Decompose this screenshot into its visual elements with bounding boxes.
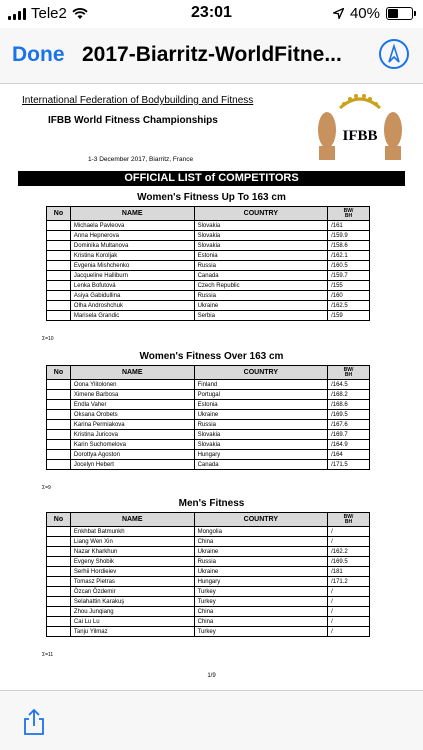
cell-no [47, 567, 71, 577]
cell-no [47, 390, 71, 400]
cell-name: Michaela Pavleova [70, 221, 194, 231]
cell-country: Slovakia [194, 231, 328, 241]
cell-name: Ximene Barbosa [70, 390, 194, 400]
cell-bw-bh: /168.6 [328, 400, 370, 410]
share-icon[interactable] [20, 708, 48, 736]
cell-name: Jocelyn Hebert [70, 460, 194, 470]
cell-bw-bh: /158.6 [328, 241, 370, 251]
table-row [47, 627, 370, 637]
cell-no [47, 527, 71, 537]
ifbb-logo-text: IFBB [342, 128, 378, 144]
competitors-table-women-over-163 [46, 365, 370, 470]
header-country: COUNTRY [194, 513, 327, 527]
battery-percent: 40% [349, 5, 380, 22]
table-row [47, 430, 370, 440]
header-bw-bh: BW/ BH [328, 366, 370, 380]
cell-no [47, 537, 71, 547]
header-bw-bh: BW/ BH [328, 207, 370, 221]
header-country: COUNTRY [194, 207, 328, 221]
cell-no [47, 231, 71, 241]
cell-no [47, 587, 71, 597]
official-list-banner: OFFICIAL LIST of COMPETITORS [18, 171, 405, 186]
table-row [47, 577, 370, 587]
cell-bw-bh: /155 [328, 281, 370, 291]
cell-country: Czech Republic [194, 281, 328, 291]
cell-country: Ukraine [194, 410, 327, 420]
table-row [47, 311, 370, 321]
cell-bw-bh: / [328, 587, 370, 597]
header-no: No [47, 366, 71, 380]
table-row [47, 301, 370, 311]
cell-no [47, 547, 71, 557]
cell-name: Enkhbat Batmunkh [70, 527, 194, 537]
table-row [47, 557, 370, 567]
cell-no [47, 301, 71, 311]
cell-country: Estonia [194, 400, 327, 410]
cell-country: Turkey [194, 597, 327, 607]
clock: 23:01 [191, 4, 232, 21]
cell-no [47, 291, 71, 301]
cell-name: Zhou Junqiang [70, 607, 194, 617]
event-date: 1-3 December 2017, Biarritz, France [88, 156, 194, 163]
cell-no [47, 577, 71, 587]
cell-bw-bh: /161 [328, 221, 370, 231]
table-row [47, 537, 370, 547]
section-title-women-up-to-163: Women's Fitness Up To 163 cm [137, 192, 286, 203]
table-row [47, 440, 370, 450]
cell-country: China [194, 617, 327, 627]
cell-name: Lenka Bofutová [70, 281, 194, 291]
page-number: 1/9 [207, 673, 216, 679]
championship-heading: IFBB World Fitness Championships [48, 115, 218, 126]
cell-country: Russia [194, 557, 327, 567]
table-row [47, 450, 370, 460]
cell-bw-bh: /164.9 [328, 440, 370, 450]
table-row [47, 547, 370, 557]
count-women-over-163: Σ=9 [42, 485, 51, 491]
cell-name: Dorottya Agoston [70, 450, 194, 460]
header-no: No [47, 207, 71, 221]
cell-no [47, 251, 71, 261]
table-row [47, 231, 370, 241]
cell-name: Evgeny Shobik [70, 557, 194, 567]
cell-name: Tomasz Pietras [70, 577, 194, 587]
cell-bw-bh: / [328, 527, 370, 537]
cell-country: Ukraine [194, 301, 328, 311]
header-no: No [47, 513, 71, 527]
cell-bw-bh: /160.5 [328, 261, 370, 271]
status-bar [0, 0, 423, 28]
cell-bw-bh: / [328, 607, 370, 617]
cell-country: Russia [194, 291, 328, 301]
table-row [47, 291, 370, 301]
cell-country: China [194, 607, 327, 617]
table-row [47, 607, 370, 617]
cell-name: Tanju Yilmaz [70, 627, 194, 637]
table-row [47, 400, 370, 410]
cell-bw-bh: /169.5 [328, 410, 370, 420]
cell-name: Selahattin Karakuş [70, 597, 194, 607]
cell-bw-bh: /167.6 [328, 420, 370, 430]
header-name: NAME [70, 207, 194, 221]
document-title: 2017-Biarritz-WorldFitne... [82, 43, 342, 66]
cell-country: Hungary [194, 450, 327, 460]
cell-country: Canada [194, 460, 327, 470]
cell-no [47, 617, 71, 627]
cell-name: Marisela Grandic [70, 311, 194, 321]
cell-bw-bh: /171.5 [328, 460, 370, 470]
cell-country: Canada [194, 271, 328, 281]
cell-no [47, 271, 71, 281]
header-bw-bh: BW/ BH [328, 513, 370, 527]
cell-name: Oksana Orobets [70, 410, 194, 420]
table-row [47, 420, 370, 430]
cell-no [47, 597, 71, 607]
cell-no [47, 281, 71, 291]
cell-country: Slovakia [194, 430, 327, 440]
cell-country: Slovakia [194, 221, 328, 231]
cell-bw-bh: /160 [328, 291, 370, 301]
table-row [47, 281, 370, 291]
count-women-up-to-163: Σ=10 [42, 336, 54, 342]
cell-country: Russia [194, 420, 327, 430]
cell-no [47, 460, 71, 470]
table-row [47, 567, 370, 577]
section-title-men: Men's Fitness [178, 498, 245, 509]
cell-no [47, 440, 71, 450]
cell-name: Anna Hepnerova [70, 231, 194, 241]
done-button[interactable]: Done [12, 43, 65, 66]
cell-country: Portugal [194, 390, 327, 400]
count-men: Σ=11 [42, 652, 54, 658]
cell-bw-bh: /162.1 [328, 251, 370, 261]
cell-no [47, 241, 71, 251]
cell-country: Russia [194, 261, 328, 271]
cell-country: Turkey [194, 627, 327, 637]
table-row [47, 617, 370, 627]
cell-bw-bh: / [328, 537, 370, 547]
cell-country: Serbia [194, 311, 328, 321]
cell-bw-bh: /171.2 [328, 577, 370, 587]
cell-bw-bh: /164.5 [328, 380, 370, 390]
cell-name: Liang Wen Xin [70, 537, 194, 547]
federation-heading: International Federation of Bodybuilding and Fitness [22, 95, 254, 106]
cell-bw-bh: /162.5 [328, 301, 370, 311]
table-row [47, 410, 370, 420]
table-row [47, 251, 370, 261]
cell-name: Cai Lu Lu [70, 617, 194, 627]
cell-no [47, 400, 71, 410]
header-name: NAME [70, 366, 194, 380]
open-in-safari-button[interactable] [379, 39, 409, 69]
section-title-women-over-163: Women's Fitness Over 163 cm [139, 351, 284, 362]
table-row [47, 527, 370, 537]
table-row [47, 460, 370, 470]
cell-no [47, 311, 71, 321]
navigation-bar [0, 28, 423, 84]
cell-country: Ukraine [194, 547, 327, 557]
compass-icon [381, 41, 407, 67]
competitors-table-men [46, 512, 370, 637]
cell-country: Mongolia [194, 527, 327, 537]
cell-name: Evgenia Mishchenko [70, 261, 194, 271]
cell-name: Kristina Koroljak [70, 251, 194, 261]
table-row [47, 241, 370, 251]
cell-no [47, 380, 71, 390]
cell-no [47, 450, 71, 460]
cell-country: Estonia [194, 251, 328, 261]
cell-no [47, 420, 71, 430]
table-row [47, 390, 370, 400]
cell-name: Jacqueline Halliburn [70, 271, 194, 281]
cell-country: Slovakia [194, 241, 328, 251]
cell-bw-bh: /162.2 [328, 547, 370, 557]
header-country: COUNTRY [194, 366, 327, 380]
ifbb-logo [315, 88, 405, 163]
pdf-page [18, 88, 405, 688]
cell-name: Endla Vaher [70, 400, 194, 410]
cell-name: Oona Ylitolonen [70, 380, 194, 390]
cell-country: Hungary [194, 577, 327, 587]
cell-no [47, 261, 71, 271]
cell-no [47, 430, 71, 440]
table-row [47, 380, 370, 390]
cell-bw-bh: /169.5 [328, 557, 370, 567]
location-arrow-icon [333, 8, 344, 19]
cell-bw-bh: /159.7 [328, 271, 370, 281]
cell-name: Karin Suchomelova [70, 440, 194, 450]
cell-name: Asiya Gabidullina [70, 291, 194, 301]
cell-bw-bh: / [328, 597, 370, 607]
cell-country: Ukraine [194, 567, 327, 577]
cell-no [47, 557, 71, 567]
cell-bw-bh: /159 [328, 311, 370, 321]
cell-no [47, 410, 71, 420]
cell-bw-bh: /169.7 [328, 430, 370, 440]
cell-name: Kristina Juricova [70, 430, 194, 440]
cell-country: Slovakia [194, 440, 327, 450]
cell-country: Finland [194, 380, 327, 390]
table-row [47, 597, 370, 607]
competitors-table-women-up-to-163 [46, 206, 370, 321]
table-row [47, 587, 370, 597]
cell-country: China [194, 537, 327, 547]
carrier-label: Tele2 [31, 5, 67, 22]
cell-no [47, 221, 71, 231]
cell-bw-bh: / [328, 627, 370, 637]
cell-name: Serhii Hordieiev [70, 567, 194, 577]
cell-bw-bh: /164 [328, 450, 370, 460]
cell-bw-bh: /181 [328, 567, 370, 577]
cell-country: Turkey [194, 587, 327, 597]
cell-bw-bh: /159.9 [328, 231, 370, 241]
cell-no [47, 627, 71, 637]
cell-name: Özcan Özdemir [70, 587, 194, 597]
bottom-toolbar [0, 690, 423, 750]
cell-name: Karina Permiakova [70, 420, 194, 430]
table-row [47, 221, 370, 231]
battery-icon [386, 7, 413, 20]
cell-bw-bh: /168.2 [328, 390, 370, 400]
table-row [47, 261, 370, 271]
cell-no [47, 607, 71, 617]
cell-name: Dominika Multanova [70, 241, 194, 251]
cell-name: Olha Androshchuk [70, 301, 194, 311]
header-name: NAME [70, 513, 194, 527]
cell-name: Nazar Kharkhun [70, 547, 194, 557]
table-row [47, 271, 370, 281]
cell-bw-bh: / [328, 617, 370, 627]
